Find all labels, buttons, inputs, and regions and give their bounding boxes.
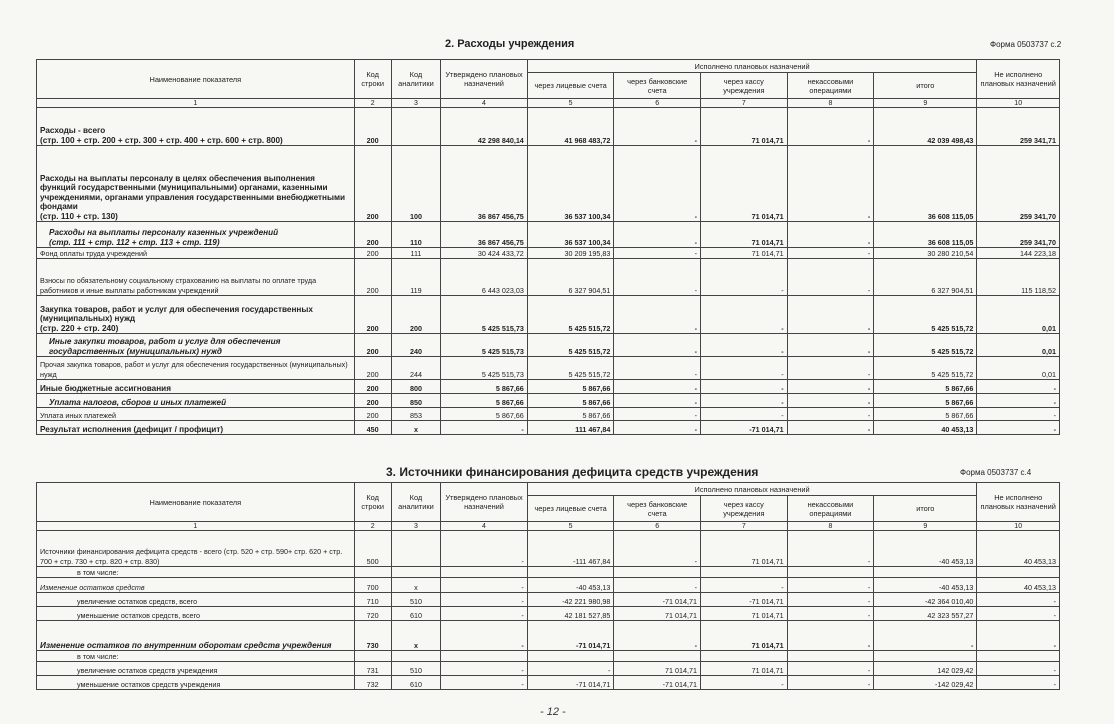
row-noncash: -	[787, 662, 874, 676]
row-code: 730	[354, 621, 391, 651]
row-approved: -	[441, 531, 528, 567]
column-numbers-row	[37, 99, 1060, 108]
col-bank: через банковские счета	[614, 496, 701, 522]
row-cash	[701, 651, 788, 662]
row-analytics	[391, 531, 440, 567]
row-cash: -	[701, 380, 788, 394]
row-name: Уплата иных платежей	[37, 408, 355, 421]
col-number: 4	[441, 99, 528, 108]
row-name: в том числе:	[37, 567, 355, 578]
row-total	[874, 567, 977, 578]
row-total: -142 029,42	[874, 676, 977, 690]
row-total: 36 608 115,05	[874, 222, 977, 248]
row-analytics	[391, 108, 440, 146]
row-name: Источники финансирования дефицита средств - всего (стр. 520 + стр. 590+ стр. 620 + стр. 700 + стр. 730 + стр. 820 + стр. 830)	[37, 531, 355, 567]
row-approved: -	[441, 676, 528, 690]
row-name: Прочая закупка товаров, работ и услуг для обеспечения государственных (муниципальных) нужд	[37, 357, 355, 380]
row-not-executed: 259 341,70	[977, 222, 1060, 248]
column-numbers-row	[37, 522, 1060, 531]
table-row	[37, 567, 1060, 578]
row-not-executed: 259 341,70	[977, 146, 1060, 222]
row-acc	[527, 651, 614, 662]
row-not-executed: 144 223,18	[977, 248, 1060, 259]
section2-form-code: Форма 0503737 с.2	[990, 40, 1062, 49]
row-analytics: 800	[391, 380, 440, 394]
row-code: 200	[354, 108, 391, 146]
row-analytics: 510	[391, 593, 440, 607]
row-not-executed: 40 453,13	[977, 531, 1060, 567]
row-name: увеличение остатков средств учреждения	[37, 662, 355, 676]
row-bank: -71 014,71	[614, 676, 701, 690]
row-cash: 71 014,71	[701, 531, 788, 567]
row-approved: -	[441, 662, 528, 676]
row-not-executed: 0,01	[977, 357, 1060, 380]
row-cash: -71 014,71	[701, 421, 788, 435]
row-cash: -	[701, 259, 788, 296]
row-not-executed: 115 118,52	[977, 259, 1060, 296]
row-noncash: -	[787, 248, 874, 259]
row-acc: 5 425 515,72	[527, 296, 614, 334]
col-total: итого	[874, 73, 977, 99]
row-noncash: -	[787, 296, 874, 334]
row-noncash: -	[787, 380, 874, 394]
row-bank: -	[614, 357, 701, 380]
row-analytics: 119	[391, 259, 440, 296]
col-cash: через кассу учреждения	[701, 496, 788, 522]
row-code: 200	[354, 334, 391, 357]
row-not-executed: -	[977, 662, 1060, 676]
row-name: увеличение остатков средств, всего	[37, 593, 355, 607]
row-total: -40 453,13	[874, 578, 977, 593]
row-acc: -111 467,84	[527, 531, 614, 567]
row-bank: -	[614, 248, 701, 259]
row-not-executed: -	[977, 676, 1060, 690]
row-name: Изменение остатков средств	[37, 578, 355, 593]
row-analytics: 850	[391, 394, 440, 408]
row-approved: 36 867 456,75	[441, 146, 528, 222]
col-code-analytics: Код аналитики	[391, 483, 440, 522]
row-acc: 6 327 904,51	[527, 259, 614, 296]
table-row	[37, 296, 1060, 334]
row-bank: 71 014,71	[614, 607, 701, 621]
col-name: Наименование показателя	[37, 483, 355, 522]
row-approved: 5 867,66	[441, 394, 528, 408]
row-approved	[441, 567, 528, 578]
row-acc: 36 537 100,34	[527, 222, 614, 248]
table-row	[37, 259, 1060, 296]
row-code: 200	[354, 296, 391, 334]
row-cash: 71 014,71	[701, 146, 788, 222]
col-acc: через лицевые счета	[527, 73, 614, 99]
row-noncash: -	[787, 531, 874, 567]
row-not-executed: 40 453,13	[977, 578, 1060, 593]
row-name: в том числе:	[37, 651, 355, 662]
col-approved: Утверждено плановых назначений	[441, 60, 528, 99]
row-code: 200	[354, 408, 391, 421]
row-name: уменьшение остатков средств, всего	[37, 607, 355, 621]
row-code: 700	[354, 578, 391, 593]
row-code: 200	[354, 380, 391, 394]
row-bank: -	[614, 259, 701, 296]
row-approved: 5 425 515,73	[441, 357, 528, 380]
expenses-head	[37, 60, 1060, 108]
row-total: 42 039 498,43	[874, 108, 977, 146]
col-number: 6	[614, 99, 701, 108]
row-acc: -	[527, 662, 614, 676]
row-total: -40 453,13	[874, 531, 977, 567]
row-total: 142 029,42	[874, 662, 977, 676]
row-analytics: 111	[391, 248, 440, 259]
row-acc: 5 867,66	[527, 408, 614, 421]
row-bank	[614, 651, 701, 662]
row-total: 5 425 515,72	[874, 357, 977, 380]
row-bank: -71 014,71	[614, 593, 701, 607]
row-noncash: -	[787, 578, 874, 593]
row-bank: -	[614, 296, 701, 334]
col-name: Наименование показателя	[37, 60, 355, 99]
row-total: 5 425 515,72	[874, 296, 977, 334]
col-number: 9	[874, 99, 977, 108]
row-noncash: -	[787, 334, 874, 357]
row-code: 720	[354, 607, 391, 621]
row-name: уменьшение остатков средств учреждения	[37, 676, 355, 690]
row-name: Расходы на выплаты персоналу казенных учреждений (стр. 111 + стр. 112 + стр. 113 + стр. 119)	[37, 222, 355, 248]
col-number: 6	[614, 522, 701, 531]
row-approved: 5 425 515,73	[441, 296, 528, 334]
row-name: Расходы - всего (стр. 100 + стр. 200 + стр. 300 + стр. 400 + стр. 600 + стр. 800)	[37, 108, 355, 146]
row-approved: -	[441, 593, 528, 607]
financing-body	[37, 531, 1060, 690]
col-number: 4	[441, 522, 528, 531]
row-cash: 71 014,71	[701, 222, 788, 248]
row-approved: 30 424 433,72	[441, 248, 528, 259]
col-noncash: некассовыми операциями	[787, 73, 874, 99]
col-bank: через банковские счета	[614, 73, 701, 99]
row-not-executed: -	[977, 607, 1060, 621]
col-number: 7	[701, 522, 788, 531]
row-bank: -	[614, 621, 701, 651]
col-noncash: некассовыми операциями	[787, 496, 874, 522]
row-name: Уплата налогов, сборов и иных платежей	[37, 394, 355, 408]
row-not-executed	[977, 651, 1060, 662]
col-code-row: Код строки	[354, 483, 391, 522]
col-number: 10	[977, 99, 1060, 108]
row-approved: 5 867,66	[441, 380, 528, 394]
row-bank: -	[614, 334, 701, 357]
col-number: 8	[787, 522, 874, 531]
row-code: 710	[354, 593, 391, 607]
col-number: 1	[37, 99, 355, 108]
row-code: 200	[354, 222, 391, 248]
row-name: Закупка товаров, работ и услуг для обеспечения государственных (муниципальных) нужд (стр. 220 + стр. 240)	[37, 296, 355, 334]
table-row	[37, 651, 1060, 662]
row-not-executed: -	[977, 408, 1060, 421]
row-approved: 5 867,66	[441, 408, 528, 421]
row-noncash	[787, 567, 874, 578]
row-code: 731	[354, 662, 391, 676]
row-code: 500	[354, 531, 391, 567]
table-row	[37, 421, 1060, 435]
row-noncash: -	[787, 357, 874, 380]
row-acc	[527, 567, 614, 578]
col-number: 2	[354, 99, 391, 108]
row-bank: -	[614, 146, 701, 222]
row-analytics	[391, 651, 440, 662]
expenses-table	[36, 59, 1060, 435]
expenses-body	[37, 108, 1060, 435]
row-acc: -71 014,71	[527, 621, 614, 651]
row-noncash: -	[787, 408, 874, 421]
row-bank: -	[614, 394, 701, 408]
row-cash: -	[701, 408, 788, 421]
row-approved: 36 867 456,75	[441, 222, 528, 248]
row-cash: -	[701, 296, 788, 334]
table-row	[37, 146, 1060, 222]
col-number: 5	[527, 522, 614, 531]
row-cash	[701, 567, 788, 578]
row-cash: 71 014,71	[701, 248, 788, 259]
col-number: 7	[701, 99, 788, 108]
row-not-executed: -	[977, 380, 1060, 394]
row-noncash: -	[787, 394, 874, 408]
row-total: 36 608 115,05	[874, 146, 977, 222]
row-analytics: 240	[391, 334, 440, 357]
row-analytics: 100	[391, 146, 440, 222]
table-row	[37, 621, 1060, 651]
row-bank: -	[614, 408, 701, 421]
row-analytics	[391, 567, 440, 578]
row-total: 5 425 515,72	[874, 334, 977, 357]
row-code: 200	[354, 248, 391, 259]
col-acc: через лицевые счета	[527, 496, 614, 522]
row-approved: -	[441, 607, 528, 621]
col-approved: Утверждено плановых назначений	[441, 483, 528, 522]
table-row	[37, 248, 1060, 259]
row-name: Иные закупки товаров, работ и услуг для обеспечения государственных (муниципальных) нужд	[37, 334, 355, 357]
table-row	[37, 394, 1060, 408]
row-bank: -	[614, 531, 701, 567]
row-total: -42 364 010,40	[874, 593, 977, 607]
row-approved: 5 425 515,73	[441, 334, 528, 357]
row-noncash: -	[787, 259, 874, 296]
row-not-executed: -	[977, 421, 1060, 435]
row-total: 6 327 904,51	[874, 259, 977, 296]
row-noncash: -	[787, 676, 874, 690]
row-approved	[441, 651, 528, 662]
row-acc: 5 867,66	[527, 380, 614, 394]
row-analytics: 610	[391, 676, 440, 690]
table-row	[37, 357, 1060, 380]
col-number: 1	[37, 522, 355, 531]
financing-table	[36, 482, 1060, 690]
row-analytics: 110	[391, 222, 440, 248]
table-row	[37, 593, 1060, 607]
row-name: Фонд оплаты труда учреждений	[37, 248, 355, 259]
row-analytics: 610	[391, 607, 440, 621]
section2-title: 2. Расходы учреждения	[445, 38, 575, 50]
col-not-executed: Не исполнено плановых назначений	[977, 483, 1060, 522]
row-analytics: 853	[391, 408, 440, 421]
col-code-row: Код строки	[354, 60, 391, 99]
col-code-analytics: Код аналитики	[391, 60, 440, 99]
row-analytics: x	[391, 621, 440, 651]
row-noncash: -	[787, 108, 874, 146]
row-code: 200	[354, 259, 391, 296]
row-total: 5 867,66	[874, 408, 977, 421]
row-cash: -	[701, 357, 788, 380]
col-number: 3	[391, 522, 440, 531]
row-approved: -	[441, 621, 528, 651]
row-acc: 42 181 527,85	[527, 607, 614, 621]
table-row	[37, 578, 1060, 593]
row-code: 200	[354, 357, 391, 380]
row-bank: -	[614, 421, 701, 435]
row-cash: 71 014,71	[701, 621, 788, 651]
row-acc: 5 867,66	[527, 394, 614, 408]
row-name: Расходы на выплаты персоналу в целях обеспечения выполнения функций государственными (муниципальными) органами, казенными учреждениями, органами управления государственными внебюджетными фондами (стр. 110 + стр. 130)	[37, 146, 355, 222]
row-noncash: -	[787, 421, 874, 435]
col-executed: Исполнено плановых назначений	[527, 483, 977, 496]
row-not-executed: 259 341,71	[977, 108, 1060, 146]
row-analytics: 510	[391, 662, 440, 676]
table-row	[37, 222, 1060, 248]
page-number: - 12 -	[540, 706, 566, 718]
row-code: 450	[354, 421, 391, 435]
col-number: 5	[527, 99, 614, 108]
row-total: 40 453,13	[874, 421, 977, 435]
table-row	[37, 380, 1060, 394]
row-acc: 111 467,84	[527, 421, 614, 435]
row-noncash: -	[787, 607, 874, 621]
table-row	[37, 676, 1060, 690]
row-total: 5 867,66	[874, 380, 977, 394]
table-row	[37, 531, 1060, 567]
col-number: 9	[874, 522, 977, 531]
row-total	[874, 651, 977, 662]
row-acc: 41 968 483,72	[527, 108, 614, 146]
row-analytics: x	[391, 421, 440, 435]
table-row	[37, 607, 1060, 621]
row-name: Иные бюджетные ассигнования	[37, 380, 355, 394]
row-noncash	[787, 651, 874, 662]
col-total: итого	[874, 496, 977, 522]
row-name: Изменение остатков по внутренним оборотам средств учреждения	[37, 621, 355, 651]
row-not-executed: 0,01	[977, 334, 1060, 357]
row-cash: 71 014,71	[701, 108, 788, 146]
col-executed: Исполнено плановых назначений	[527, 60, 977, 73]
row-acc: -42 221 980,98	[527, 593, 614, 607]
row-noncash: -	[787, 621, 874, 651]
row-total: 30 280 210,54	[874, 248, 977, 259]
row-not-executed: -	[977, 593, 1060, 607]
row-cash: -	[701, 676, 788, 690]
row-bank: -	[614, 222, 701, 248]
row-analytics: 244	[391, 357, 440, 380]
financing-head	[37, 483, 1060, 531]
row-cash: 71 014,71	[701, 662, 788, 676]
row-acc: 36 537 100,34	[527, 146, 614, 222]
row-code: 732	[354, 676, 391, 690]
row-not-executed	[977, 567, 1060, 578]
row-not-executed: -	[977, 621, 1060, 651]
row-noncash: -	[787, 146, 874, 222]
row-bank: -	[614, 578, 701, 593]
row-bank: 71 014,71	[614, 662, 701, 676]
row-code: 200	[354, 394, 391, 408]
row-bank	[614, 567, 701, 578]
row-not-executed: -	[977, 394, 1060, 408]
section3-title: 3. Источники финансирования дефицита средств учреждения	[386, 465, 759, 479]
row-noncash: -	[787, 593, 874, 607]
row-name: Результат исполнения (дефицит / профицит)	[37, 421, 355, 435]
section3-form-code: Форма 0503737 с.4	[960, 468, 1032, 477]
col-number: 2	[354, 522, 391, 531]
row-code: 200	[354, 146, 391, 222]
row-cash: -	[701, 578, 788, 593]
row-approved: -	[441, 578, 528, 593]
row-acc: -71 014,71	[527, 676, 614, 690]
col-not-executed: Не исполнено плановых назначений	[977, 60, 1060, 99]
row-approved: 6 443 023,03	[441, 259, 528, 296]
table-row	[37, 662, 1060, 676]
col-number: 3	[391, 99, 440, 108]
col-cash: через кассу учреждения	[701, 73, 788, 99]
table-row	[37, 334, 1060, 357]
row-total: 5 867,66	[874, 394, 977, 408]
row-code	[354, 651, 391, 662]
row-bank: -	[614, 108, 701, 146]
row-cash: -	[701, 394, 788, 408]
row-analytics: x	[391, 578, 440, 593]
row-cash: -	[701, 334, 788, 357]
col-number: 10	[977, 522, 1060, 531]
row-cash: -71 014,71	[701, 593, 788, 607]
row-bank: -	[614, 380, 701, 394]
row-total: 42 323 557,27	[874, 607, 977, 621]
row-code	[354, 567, 391, 578]
row-analytics: 200	[391, 296, 440, 334]
row-approved: -	[441, 421, 528, 435]
row-acc: 5 425 515,72	[527, 357, 614, 380]
row-acc: 5 425 515,72	[527, 334, 614, 357]
row-acc: -40 453,13	[527, 578, 614, 593]
table-row	[37, 408, 1060, 421]
row-name: Взносы по обязательному социальному страхованию на выплаты по оплате труда работников и иные выплаты работникам учреждений	[37, 259, 355, 296]
row-cash: 71 014,71	[701, 607, 788, 621]
row-not-executed: 0,01	[977, 296, 1060, 334]
row-total: -	[874, 621, 977, 651]
row-noncash: -	[787, 222, 874, 248]
table-row	[37, 108, 1060, 146]
row-approved: 42 298 840,14	[441, 108, 528, 146]
row-acc: 30 209 195,83	[527, 248, 614, 259]
col-number: 8	[787, 99, 874, 108]
